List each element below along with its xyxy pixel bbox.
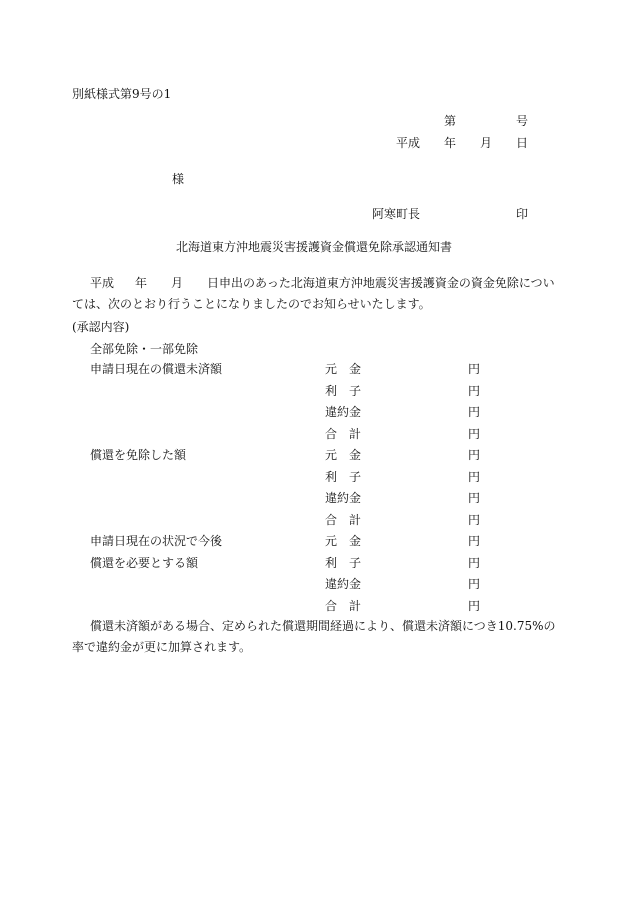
row-unit: 円	[468, 491, 481, 505]
row-unit: 円	[468, 534, 481, 548]
row-item: 違約金	[325, 577, 362, 591]
row-unit: 円	[468, 599, 481, 613]
addressee: 様	[172, 172, 185, 186]
row-item: 元 金	[325, 534, 362, 548]
intro-line2: ては、次のとおり行うことになりましたのでお知らせいたします。	[72, 297, 431, 311]
footer-line1: 償還未済額がある場合、定められた償還期間経過により、償還未済額につき10.75%の	[90, 619, 556, 633]
footer-line2: 率で違約金が更に加算されます。	[72, 640, 252, 654]
row-unit: 円	[468, 470, 481, 484]
row-item: 元 金	[325, 362, 362, 376]
row-item: 利 子	[325, 384, 362, 398]
row-unit: 円	[468, 513, 481, 527]
date-era: 平成	[396, 136, 421, 150]
row-item: 元 金	[325, 448, 362, 462]
row-item: 違約金	[325, 491, 362, 505]
sender-title: 阿寒町長	[372, 207, 421, 221]
intro-year: 年	[135, 276, 148, 290]
row-item: 利 子	[325, 470, 362, 484]
row-unit: 円	[468, 556, 481, 570]
number-dai: 第	[444, 114, 457, 128]
date-year: 年	[444, 136, 457, 150]
row-unit: 円	[468, 448, 481, 462]
row-label: 償還を免除した額	[90, 448, 187, 462]
row-unit: 円	[468, 577, 481, 591]
document-title: 北海道東方沖地震災害援護資金償還免除承認通知書	[176, 240, 453, 254]
intro-line1-rest: 日申出のあった北海道東方沖地震災害援護資金の資金免除につい	[207, 276, 555, 290]
row-label: 申請日現在の状況で今後	[90, 534, 223, 548]
row-unit: 円	[468, 384, 481, 398]
row-item: 合 計	[325, 427, 362, 441]
choice-line: 全部免除・一部免除	[90, 342, 199, 356]
row-unit: 円	[468, 362, 481, 376]
seal-mark: 印	[516, 207, 529, 221]
row-unit: 円	[468, 405, 481, 419]
intro-era: 平成	[90, 276, 115, 290]
date-month: 月	[480, 136, 493, 150]
date-day: 日	[516, 136, 529, 150]
row-item: 利 子	[325, 556, 362, 570]
row-unit: 円	[468, 427, 481, 441]
form-id: 別紙様式第9号の1	[72, 87, 172, 101]
row-item: 違約金	[325, 405, 362, 419]
intro-month: 月	[171, 276, 184, 290]
row-item: 合 計	[325, 599, 362, 613]
section-heading: (承認内容)	[72, 320, 130, 334]
row-label: 申請日現在の償還未済額	[90, 362, 223, 376]
row-item: 合 計	[325, 513, 362, 527]
row-label: 償還を必要とする額	[90, 556, 199, 570]
number-go: 号	[516, 114, 529, 128]
